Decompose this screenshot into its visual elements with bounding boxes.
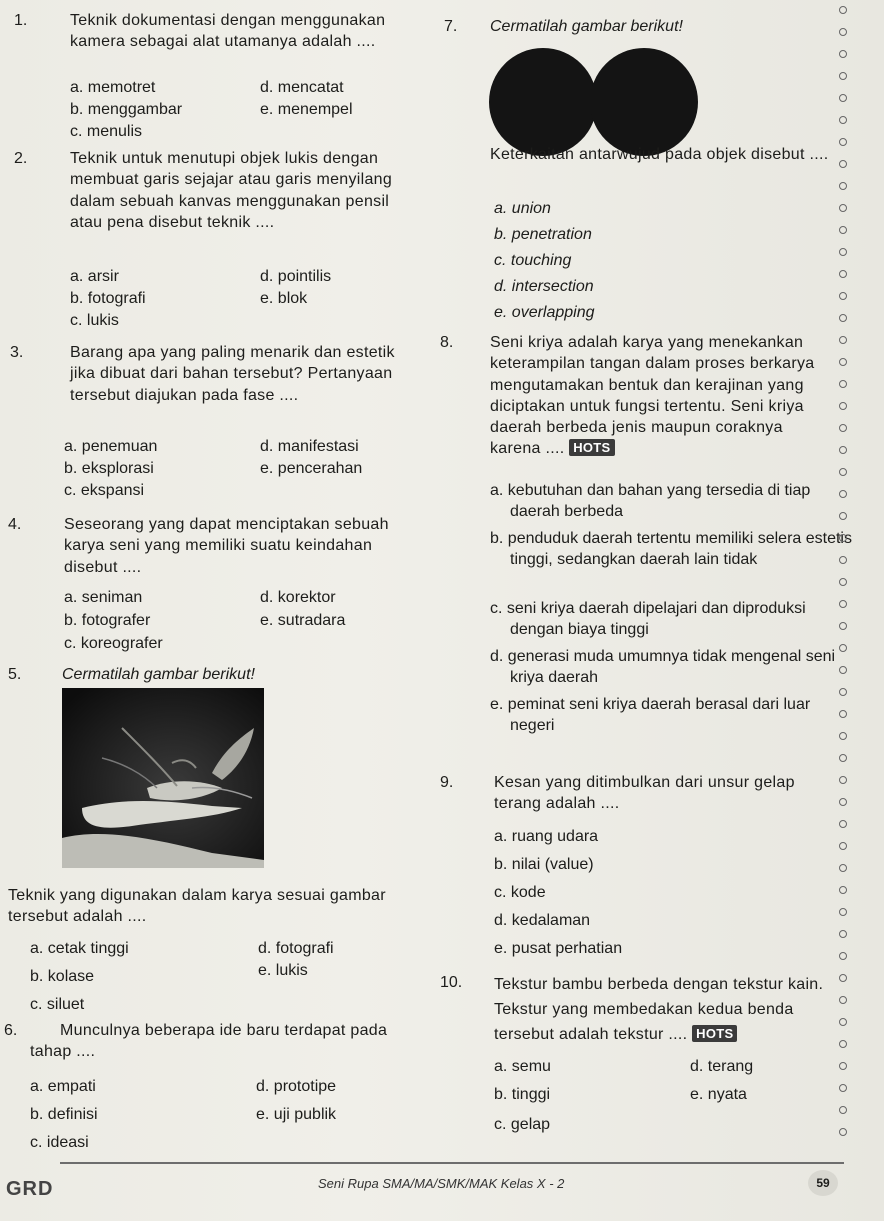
- question-number: 10.: [440, 974, 463, 991]
- binding-hole: [839, 94, 847, 102]
- binding-hole: [839, 732, 847, 740]
- binding-hole: [839, 292, 847, 300]
- binding-hole: [839, 864, 847, 872]
- page-number: 59: [808, 1170, 838, 1196]
- binding-hole: [839, 930, 847, 938]
- option-d[interactable]: d. manifestasi: [260, 438, 359, 455]
- option-e[interactable]: e. nyata: [690, 1086, 747, 1103]
- option-a[interactable]: a. penemuan: [64, 438, 158, 455]
- option-a[interactable]: a. memotret: [70, 79, 156, 96]
- question-stem: [490, 332, 834, 460]
- binding-hole: [839, 314, 847, 322]
- question-number: 6.: [4, 1022, 18, 1039]
- option-d[interactable]: d. pointilis: [260, 268, 332, 285]
- option-a[interactable]: a. kebutuhan dan bahan yang tersedia di tiap daerah berbeda: [490, 482, 811, 521]
- option-c[interactable]: c. gelap: [494, 1116, 551, 1133]
- option-c[interactable]: c. ideasi: [30, 1134, 89, 1151]
- question-stem: Barang apa yang paling menarik dan estetik jika dibuat dari bahan tersebut? Pertanyaan tersebut diajukan pada fase ....: [70, 344, 395, 404]
- question-intro: Cermatilah gambar berikut!: [62, 666, 255, 683]
- option-e[interactable]: e. peminat seni kriya daerah berasal dari luar negeri: [490, 696, 811, 735]
- binding-hole: [839, 512, 847, 520]
- binding-hole: [839, 270, 847, 278]
- hots-badge: HOTS: [569, 439, 614, 456]
- binding-hole: [839, 138, 847, 146]
- option-b[interactable]: b. fotografer: [64, 612, 151, 629]
- option-d[interactable]: d. generasi muda umumnya tidak mengenal seni kriya daerah: [490, 648, 836, 687]
- option-c[interactable]: c. koreografer: [64, 635, 163, 652]
- question-stem: Keterkaitan antarwujud pada objek disebut ....: [490, 146, 829, 163]
- option-b[interactable]: b. penduduk daerah tertentu memiliki selera estetis tinggi, sedangkan daerah lain tidak: [490, 530, 852, 569]
- option-e[interactable]: e. lukis: [258, 962, 308, 979]
- page-footer: [0, 1160, 884, 1221]
- option-b[interactable]: b. definisi: [30, 1106, 98, 1123]
- binding-hole: [839, 248, 847, 256]
- binding-hole: [839, 226, 847, 234]
- binding-hole: [839, 402, 847, 410]
- footer-divider: [60, 1162, 844, 1164]
- option-c[interactable]: c. ekspansi: [64, 482, 145, 499]
- option-b[interactable]: b. kolase: [30, 968, 95, 985]
- binding-hole: [839, 6, 847, 14]
- option-a[interactable]: a. seniman: [64, 589, 143, 606]
- binding-hole: [839, 974, 847, 982]
- option-e[interactable]: e. menempel: [260, 101, 353, 118]
- flower-silhouette-photo: [62, 688, 264, 868]
- question-number: 7.: [444, 18, 458, 35]
- binding-hole: [839, 710, 847, 718]
- option-d[interactable]: d. fotografi: [258, 940, 334, 957]
- binding-hole: [839, 468, 847, 476]
- binding-hole: [839, 754, 847, 762]
- binding-hole: [839, 358, 847, 366]
- binding-hole: [839, 380, 847, 388]
- option-b[interactable]: b. tinggi: [494, 1086, 551, 1103]
- option-e[interactable]: e. uji publik: [256, 1106, 337, 1123]
- option-c[interactable]: c. seni kriya daerah dipelajari dan diproduksi dengan biaya tinggi: [490, 600, 806, 639]
- binding-hole: [839, 1128, 847, 1136]
- option-b[interactable]: b. eksplorasi: [64, 460, 154, 477]
- binding-hole: [839, 798, 847, 806]
- binding-hole: [839, 490, 847, 498]
- book-title: Seni Rupa SMA/MA/SMK/MAK Kelas X - 2: [318, 1176, 565, 1191]
- binding-hole: [839, 28, 847, 36]
- option-d[interactable]: d. prototipe: [256, 1078, 337, 1095]
- binding-hole: [839, 534, 847, 542]
- binding-hole: [839, 908, 847, 916]
- option-e[interactable]: e. sutradara: [260, 612, 346, 629]
- question-stem: Kesan yang ditimbulkan dari unsur gelap terang adalah ....: [494, 774, 795, 813]
- question-number: 4.: [8, 516, 22, 533]
- option-a[interactable]: a. semu: [494, 1058, 551, 1075]
- binding-hole: [839, 952, 847, 960]
- binding-hole: [839, 446, 847, 454]
- option-b[interactable]: b. menggambar: [70, 101, 183, 118]
- binding-hole: [839, 842, 847, 850]
- binding-holes: [839, 0, 853, 1160]
- question-number: 8.: [440, 334, 454, 351]
- option-c[interactable]: c. kode: [494, 884, 546, 901]
- hots-badge: HOTS: [692, 1025, 737, 1042]
- binding-hole: [839, 1106, 847, 1114]
- publisher-logo: GRD: [6, 1178, 54, 1200]
- binding-hole: [839, 1040, 847, 1048]
- binding-hole: [839, 116, 847, 124]
- option-b[interactable]: b. penetration: [494, 226, 592, 243]
- binding-hole: [839, 578, 847, 586]
- question-stem: Teknik untuk menutupi objek lukis dengan membuat garis sejajar atau garis menyilang dalam sebuah kanvas menggunakan pensil atau pena disebut teknik ....: [70, 150, 393, 231]
- option-c[interactable]: c. siluet: [30, 996, 85, 1013]
- binding-hole: [839, 776, 847, 784]
- question-stem: [494, 972, 850, 1047]
- binding-hole: [839, 424, 847, 432]
- binding-hole: [839, 688, 847, 696]
- question-stem-text: Seni kriya adalah karya yang menekankan keterampilan tangan dalam proses berkarya mengutamakan bentuk dan kerajinan yang diciptakan untuk fungsi tertentu. Seni kriya daerah berbeda jenis maupun coraknya karena ....: [490, 334, 815, 458]
- option-d[interactable]: d. intersection: [494, 278, 594, 295]
- question-number: 9.: [440, 774, 454, 791]
- binding-hole: [839, 182, 847, 190]
- question-number: 2.: [14, 150, 28, 167]
- question-stem: Teknik yang digunakan dalam karya sesuai gambar tersebut adalah ....: [8, 887, 386, 926]
- binding-hole: [839, 996, 847, 1004]
- overlapping-circles-image: [488, 48, 700, 156]
- option-e[interactable]: e. blok: [260, 290, 308, 307]
- option-a[interactable]: a. empati: [30, 1078, 96, 1095]
- option-a[interactable]: a. cetak tinggi: [30, 940, 129, 957]
- option-d[interactable]: d. terang: [690, 1058, 754, 1075]
- question-number: 1.: [14, 12, 28, 29]
- binding-hole: [839, 886, 847, 894]
- option-e[interactable]: e. overlapping: [494, 304, 595, 321]
- option-b[interactable]: b. nilai (value): [494, 856, 594, 873]
- question-number: 3.: [10, 344, 24, 361]
- option-e[interactable]: e. pencerahan: [260, 460, 363, 477]
- binding-hole: [839, 1018, 847, 1026]
- question-stem-text: Tekstur bambu berbeda dengan tekstur kain. Tekstur yang membedakan kedua benda tersebut adalah tekstur ....: [494, 976, 824, 1043]
- question-stem: Munculnya beberapa ide baru terdapat pada tahap ....: [30, 1022, 388, 1061]
- question-stem: Teknik dokumentasi dengan menggunakan kamera sebagai alat utamanya adalah ....: [70, 12, 386, 51]
- binding-hole: [839, 204, 847, 212]
- option-c[interactable]: c. lukis: [70, 312, 119, 329]
- option-e[interactable]: e. pusat perhatian: [494, 940, 623, 957]
- option-d[interactable]: d. korektor: [260, 589, 336, 606]
- option-c[interactable]: c. menulis: [70, 123, 143, 140]
- binding-hole: [839, 600, 847, 608]
- binding-hole: [839, 336, 847, 344]
- binding-hole: [839, 666, 847, 674]
- binding-hole: [839, 644, 847, 652]
- option-d[interactable]: d. mencatat: [260, 79, 344, 96]
- binding-hole: [839, 160, 847, 168]
- option-b[interactable]: b. fotografi: [70, 290, 146, 307]
- binding-hole: [839, 622, 847, 630]
- option-a[interactable]: a. ruang udara: [494, 828, 599, 845]
- question-number: 5.: [8, 666, 22, 683]
- question-stem: Seseorang yang dapat menciptakan sebuah karya seni yang memiliki suatu keindahan disebut ....: [64, 516, 389, 576]
- binding-hole: [839, 556, 847, 564]
- binding-hole: [839, 1062, 847, 1070]
- binding-hole: [839, 820, 847, 828]
- option-a[interactable]: a. union: [494, 200, 551, 217]
- option-a[interactable]: a. arsir: [70, 268, 119, 285]
- binding-hole: [839, 1084, 847, 1092]
- binding-hole: [839, 50, 847, 58]
- binding-hole: [839, 72, 847, 80]
- question-intro: Cermatilah gambar berikut!: [490, 18, 683, 35]
- option-c[interactable]: c. touching: [494, 252, 572, 269]
- option-d[interactable]: d. kedalaman: [494, 912, 591, 929]
